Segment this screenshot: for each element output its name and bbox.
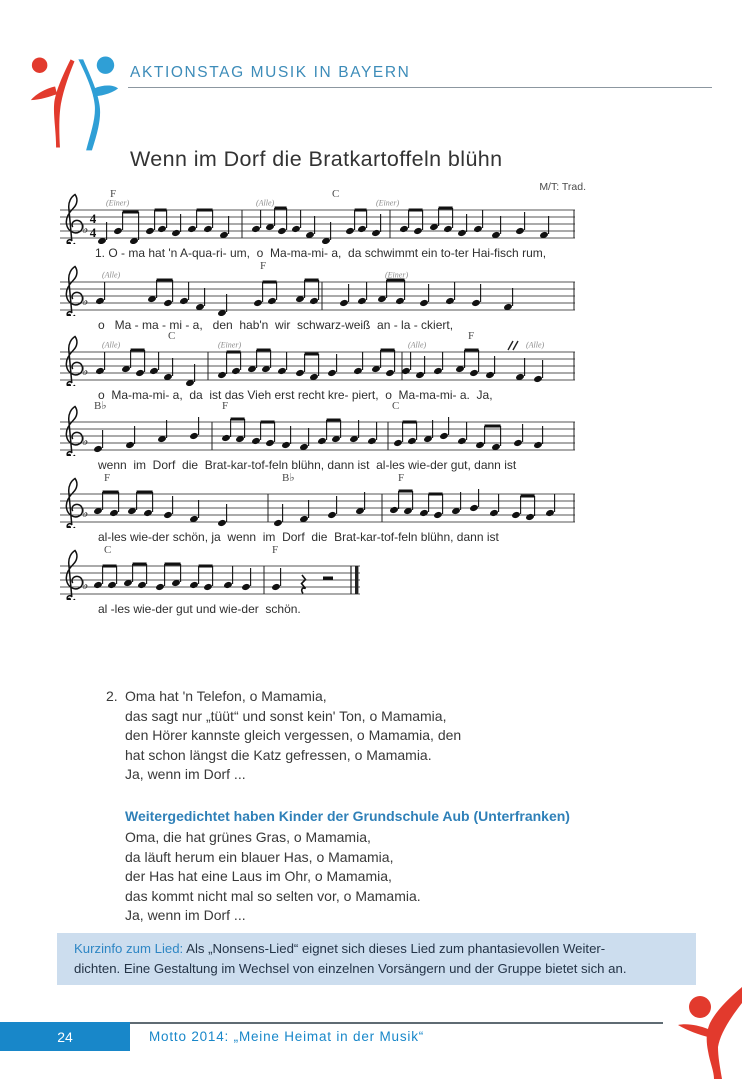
verse-line: das sagt nur „tüüt“ und sonst kein' Ton, o Mamamia, (125, 707, 447, 724)
staff-system-6 (60, 542, 360, 616)
staff-lyrics: o Ma - ma - mi - a, den hab'n wir schwarz-weiß an - la - ckiert, (98, 318, 454, 332)
page-header-title: AKTIONSTAG MUSIK IN BAYERN (130, 64, 411, 81)
chord-symbol: C (104, 544, 112, 556)
staff-system-4 (60, 398, 575, 472)
performance-marker: (Einer) (385, 270, 409, 280)
flat-sign-icon: ♭ (82, 363, 89, 378)
kurzinfo-text-1: Als „Nonsens-Lied“ eignet sich dieses Lied zum phantasievollen Weiter- (183, 941, 606, 956)
flat-sign-icon: ♭ (82, 293, 89, 308)
verse-2-lines (125, 687, 461, 785)
performance-marker: (Alle) (102, 270, 121, 280)
treble-clef-icon (66, 337, 82, 387)
header-divider (128, 87, 712, 88)
staff-system-5 (60, 470, 575, 544)
performance-marker: (Einer) (218, 340, 242, 350)
extension-heading: Weitergedichtet haben Kinder der Grundschule Aub (Unterfranken) (125, 808, 570, 824)
staff-notation (60, 186, 575, 244)
performance-marker: (Alle) (102, 340, 121, 350)
kurzinfo-box (57, 933, 696, 985)
chord-symbol: F (222, 400, 229, 412)
staff-system-2 (60, 258, 575, 332)
flat-sign-icon: ♭ (82, 577, 89, 592)
treble-clef-icon (66, 195, 82, 245)
footer-motto: Motto 2014: „Meine Heimat in der Musik“ (149, 1029, 425, 1044)
chord-symbol: F (272, 544, 279, 556)
chord-symbol: B♭ (282, 472, 295, 484)
staff-notation (60, 398, 575, 456)
kurzinfo-label: Kurzinfo zum Lied: (74, 941, 184, 956)
verse-number: 2. (106, 688, 118, 704)
verse-line: den Hörer kannste gleich vergessen, o Mamamia, den (125, 727, 462, 743)
staff-notation (60, 328, 575, 386)
verse-line: da läuft herum ein blauer Has, o Mamamia, (125, 848, 394, 865)
chord-symbol: F (104, 472, 111, 484)
verse-line: der Has hat eine Laus im Ohr, o Mamamia, (125, 868, 392, 884)
treble-clef-icon (66, 479, 82, 529)
aktionstag-dancers-logo-icon (28, 53, 120, 151)
song-title: Wenn im Dorf die Bratkartoffeln blühn (130, 147, 503, 171)
verse-line: Oma hat 'n Telefon, o Mamamia, (125, 688, 327, 704)
verse-line: das kommt nicht mal so selten vor, o Mamamia. (125, 887, 421, 904)
performance-marker: (Alle) (408, 340, 427, 350)
svg-text:4: 4 (89, 225, 97, 240)
verse-line: Ja, wenn im Dorf ... (125, 766, 246, 782)
chord-symbol: F (110, 188, 117, 200)
performance-marker: (Einer) (106, 198, 130, 208)
chord-symbol: B♭ (94, 400, 107, 412)
song-credit: M/T: Trad. (539, 181, 586, 193)
verse-line: Oma, die hat grünes Gras, o Mamamia, (125, 829, 371, 845)
flat-sign-icon: ♭ (82, 505, 89, 520)
extension-lines (125, 828, 421, 926)
verse-line: Ja, wenn im Dorf ... (125, 907, 246, 923)
performance-marker: (Alle) (256, 198, 275, 208)
dancer-logo-partial-icon (662, 985, 742, 1079)
page-number-badge (0, 1022, 130, 1051)
staff-system-3 (60, 328, 575, 402)
staff-notation (60, 470, 575, 528)
treble-clef-icon (66, 407, 82, 457)
chord-symbol: F (468, 330, 475, 342)
quarter-rest-icon (302, 575, 306, 594)
chord-symbol: C (332, 188, 340, 200)
chord-symbol: C (168, 330, 176, 342)
page-number: 24 (57, 1028, 73, 1045)
performance-marker: (Alle) (526, 340, 545, 350)
chord-symbol: F (398, 472, 405, 484)
verse-2 (106, 687, 461, 785)
staff-notation (60, 258, 575, 316)
staff-lyrics: wenn im Dorf die Brat-kar-tof-feln blühn, dann ist al-les wie-der gut, dann ist (98, 458, 517, 472)
staff-notation (60, 542, 360, 600)
chord-symbol: C (392, 400, 400, 412)
treble-clef-icon (66, 267, 82, 317)
kurzinfo-text-2: dichten. Eine Gestaltung im Wechsel von einzelnen Vorsängern und der Gruppe bietet sich an. (74, 960, 627, 976)
staff-system-1 (60, 186, 575, 260)
staff-lyrics: 1. O - ma hat 'n A-qua-ri- um, o Ma-ma-mi- a, da schwimmt ein to-ter Hai-fisch rum, (95, 246, 547, 260)
performance-marker: (Einer) (376, 198, 400, 208)
half-rest-icon (323, 577, 333, 580)
treble-clef-icon (66, 551, 82, 601)
verse-line: hat schon längst die Katz gefressen, o Mamamia. (125, 746, 432, 763)
staff-lyrics: al-les wie-der schön, ja wenn im Dorf die Brat-kar-tof-feln blühn, dann ist (98, 530, 499, 544)
staff-lyrics: o Ma-ma-mi- a, da ist das Vieh erst recht kre- piert, o Ma-ma-mi- a. Ja, (98, 388, 493, 402)
staff-lyrics: al -les wie-der gut und wie-der schön. (98, 602, 301, 616)
svg-text:4: 4 (89, 211, 97, 226)
flat-sign-icon: ♭ (82, 433, 89, 448)
chord-symbol: F (260, 260, 267, 272)
footer-divider (130, 1022, 663, 1024)
flat-sign-icon: ♭ (82, 221, 89, 236)
